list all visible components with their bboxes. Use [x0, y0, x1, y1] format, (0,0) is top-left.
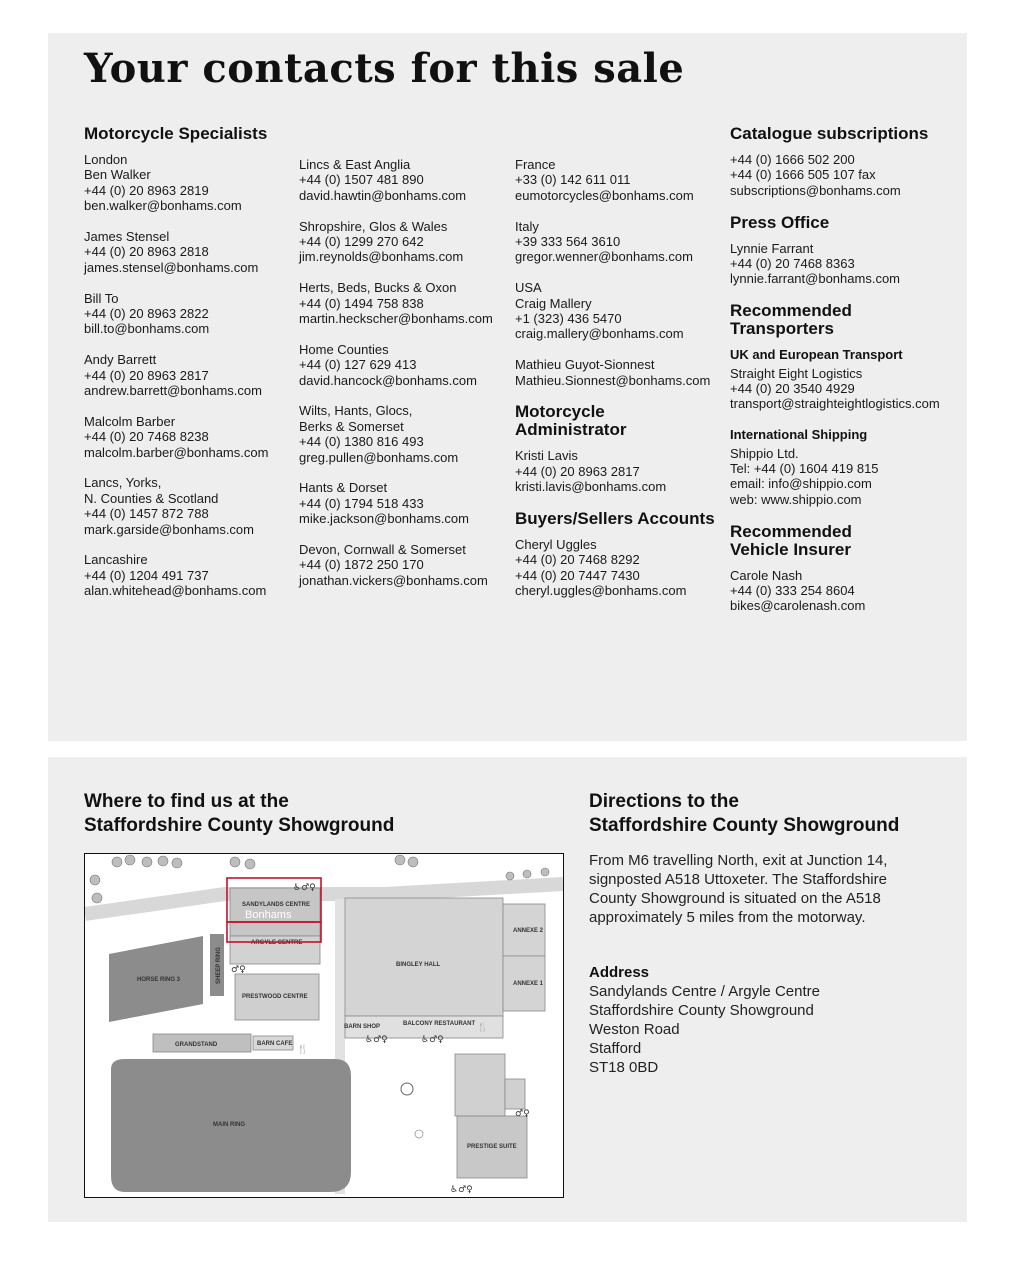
accessible-toilet-icon: ♿♂♀ — [365, 1035, 388, 1045]
catalogue-contact — [730, 152, 940, 198]
contact-line: Devon, Cornwall & Somerset — [299, 542, 466, 558]
insurer-heading-line-2: Vehicle Insurer — [730, 539, 851, 559]
map-heading — [84, 790, 394, 838]
contact-email[interactable]: james.stensel@bonhams.com — [84, 259, 259, 275]
contact-block — [515, 219, 725, 265]
transporters-heading-line-2: Transporters — [730, 319, 834, 339]
contacts-panel — [48, 33, 967, 741]
text-line: Weston Road — [589, 1021, 680, 1038]
transporters-heading — [730, 302, 940, 338]
specialists-heading: Motorcycle Specialists — [84, 124, 268, 143]
text-line: +44 (0) 20 8963 2817 — [515, 463, 640, 479]
services-column — [730, 125, 940, 629]
contact-block — [84, 152, 294, 214]
address-lines — [589, 982, 919, 1077]
contact-line: +1 (323) 436 5470 — [515, 311, 622, 327]
text-line: Shippio Ltd. — [730, 445, 799, 461]
contact-email[interactable]: martin.heckscher@bonhams.com — [299, 311, 493, 327]
contact-line: Craig Mallery — [515, 295, 592, 311]
contact-list — [84, 152, 294, 599]
contact-line: Malcolm Barber — [84, 413, 176, 429]
contact-line: +39 333 564 3610 — [515, 234, 621, 250]
contact-line: Wilts, Hants, Glocs, — [299, 403, 413, 419]
contact-line: +44 (0) 1494 758 838 — [299, 295, 424, 311]
address-label: Address — [589, 964, 650, 981]
contact-line: +44 (0) 1794 518 433 — [299, 495, 424, 511]
specialists-column-3 — [515, 157, 725, 614]
map-label-annexe-1: ANNEXE 1 — [513, 981, 544, 987]
contact-line: USA — [515, 280, 542, 296]
contact-line: Herts, Beds, Bucks & Oxon — [299, 280, 457, 296]
international-shipping-contact — [730, 446, 940, 508]
specialists-column-2 — [299, 157, 509, 604]
contact-email[interactable]: mike.jackson@bonhams.com — [299, 511, 469, 527]
text-line: signposted A518 Uttoxeter. The Staffordshire — [589, 871, 887, 888]
contact-line: James Stensel — [84, 229, 170, 245]
directions-text — [589, 851, 919, 927]
map-label-prestige: PRESTIGE SUITE — [467, 1144, 517, 1150]
contact-email[interactable]: jim.reynolds@bonhams.com — [299, 249, 464, 265]
contact-line: N. Counties & Scotland — [84, 490, 219, 506]
contact-block — [515, 157, 725, 203]
text-line: From M6 travelling North, exit at Junction 14, — [589, 852, 888, 869]
directions-heading-line-1: Directions to the — [589, 791, 739, 812]
location-panel — [48, 757, 967, 1222]
contact-block — [84, 229, 294, 275]
text-line: +44 (0) 333 254 8604 — [730, 583, 855, 599]
contact-email[interactable]: gregor.wenner@bonhams.com — [515, 249, 693, 265]
map-label-barn-cafe: BARN CAFE — [257, 1041, 293, 1047]
contact-line: Lancashire — [84, 552, 148, 568]
text-line: +44 (0) 20 7447 7430 — [515, 567, 640, 583]
contact-line: Ben Walker — [84, 167, 151, 183]
press-heading: Press Office — [730, 212, 830, 232]
text-line: ST18 0BD — [589, 1059, 659, 1076]
text-line: cheryl.uggles@bonhams.com — [515, 583, 687, 599]
toilets-icon: ♿♂♀ — [293, 883, 316, 893]
contact-email[interactable]: ben.walker@bonhams.com — [84, 198, 242, 214]
restaurant-icon: 🍴 — [477, 1023, 489, 1033]
text-line: web: www.shippio.com — [730, 491, 862, 507]
directions-heading-line-2: Staffordshire County Showground — [589, 815, 900, 836]
text-line: Straight Eight Logistics — [730, 365, 863, 381]
insurer-heading-line-1: Recommended — [730, 521, 852, 541]
showground-map-drawing — [85, 854, 563, 1197]
showground-map — [84, 853, 564, 1198]
contact-email[interactable]: david.hancock@bonhams.com — [299, 372, 477, 388]
contact-line: Mathieu Guyot-Sionnest — [515, 357, 655, 373]
toilets-icon: ♂♀ — [515, 1109, 530, 1119]
contact-line: +44 (0) 127 629 413 — [299, 357, 417, 373]
contact-line: +44 (0) 20 8963 2819 — [84, 182, 209, 198]
administrator-heading-line-2: Administrator — [515, 420, 627, 440]
text-line: Carole Nash — [730, 567, 803, 583]
text-line: Lynnie Farrant — [730, 240, 814, 256]
contact-block — [84, 552, 294, 598]
contact-email[interactable]: greg.pullen@bonhams.com — [299, 449, 459, 465]
uk-transport-contact — [730, 366, 940, 412]
text-line: +44 (0) 20 7468 8292 — [515, 552, 640, 568]
text-line: transport@straighteightlogistics.com — [730, 396, 940, 412]
contact-line: +44 (0) 20 7468 8238 — [84, 429, 209, 445]
contact-email[interactable]: jonathan.vickers@bonhams.com — [299, 572, 488, 588]
text-line: +44 (0) 1666 502 200 — [730, 152, 855, 167]
text-line: bikes@carolenash.com — [730, 598, 866, 614]
contact-line: +44 (0) 1380 816 493 — [299, 434, 424, 450]
contact-block — [515, 357, 725, 388]
contact-email[interactable]: alan.whitehead@bonhams.com — [84, 583, 267, 599]
text-line: +44 (0) 20 7468 8363 — [730, 256, 855, 272]
contact-email[interactable]: eumotorcycles@bonhams.com — [515, 187, 694, 203]
map-label-main-ring: MAIN RING — [213, 1122, 245, 1128]
contact-line: +44 (0) 20 8963 2818 — [84, 244, 209, 260]
contact-email[interactable]: bill.to@bonhams.com — [84, 321, 210, 337]
contact-line: +44 (0) 1204 491 737 — [84, 567, 209, 583]
map-label-bonhams: Bonhams — [245, 909, 292, 921]
accessible-toilet-icon: ♿♂♀ — [450, 1185, 473, 1195]
text-line: Staffordshire County Showground — [589, 1002, 814, 1019]
contact-line: Andy Barrett — [84, 352, 157, 368]
map-heading-line-2: Staffordshire County Showground — [84, 815, 395, 836]
transporters-heading-line-1: Recommended — [730, 301, 852, 321]
specialists-column-1 — [84, 125, 294, 614]
text-line: approximately 5 miles from the motorway. — [589, 909, 866, 926]
administrator-heading-line-1: Motorcycle — [515, 402, 605, 422]
contact-block — [299, 342, 509, 388]
contact-list — [515, 157, 725, 388]
contact-email[interactable]: mark.garside@bonhams.com — [84, 521, 254, 537]
contact-block — [299, 219, 509, 265]
catalogue-heading: Catalogue subscriptions — [730, 124, 929, 143]
text-line: Kristi Lavis — [515, 448, 578, 464]
accounts-contact — [515, 537, 725, 599]
accessible-toilet-icon: ♿♂♀ — [421, 1035, 444, 1045]
contact-email[interactable]: malcolm.barber@bonhams.com — [84, 444, 269, 460]
map-label-annexe-2: ANNEXE 2 — [513, 928, 544, 934]
text-line: subscriptions@bonhams.com — [730, 182, 901, 198]
text-line: kristi.lavis@bonhams.com — [515, 479, 667, 495]
map-label-sandylands: SANDYLANDS CENTRE — [242, 902, 311, 908]
contact-line: +44 (0) 1507 481 890 — [299, 172, 424, 188]
map-label-argyle: ARGYLE CENTRE — [251, 940, 303, 946]
contact-line: Hants & Dorset — [299, 480, 388, 496]
text-line: Cheryl Uggles — [515, 537, 597, 553]
contact-line: +44 (0) 1457 872 788 — [84, 506, 209, 522]
contact-block — [299, 403, 509, 465]
contact-block — [299, 480, 509, 526]
press-contact — [730, 241, 940, 287]
contact-line: London — [84, 152, 128, 167]
insurer-contact — [730, 568, 940, 614]
contact-block — [84, 475, 294, 537]
contact-block — [299, 542, 509, 588]
toilets-icon: ♂♀ — [231, 965, 246, 975]
administrator-contact — [515, 448, 725, 494]
contact-line: +44 (0) 1299 270 642 — [299, 234, 424, 250]
map-label-barn-shop: BARN SHOP — [344, 1024, 381, 1030]
map-label-bingley: BINGLEY HALL — [396, 962, 441, 968]
contact-line: +44 (0) 1872 250 170 — [299, 557, 424, 573]
map-label-balcony: BALCONY RESTAURANT — [403, 1021, 476, 1027]
contact-list — [299, 157, 509, 588]
contact-line: Italy — [515, 218, 539, 234]
contact-block — [84, 414, 294, 460]
contact-email[interactable]: andrew.barrett@bonhams.com — [84, 383, 262, 399]
text-line: +44 (0) 20 3540 4929 — [730, 381, 855, 397]
contact-line: +44 (0) 20 8963 2817 — [84, 367, 209, 383]
accounts-heading: Buyers/Sellers Accounts — [515, 509, 715, 529]
contact-line: +44 (0) 20 8963 2822 — [84, 306, 209, 322]
insurer-heading — [730, 523, 940, 559]
text-line: lynnie.farrant@bonhams.com — [730, 271, 900, 287]
map-label-grandstand: GRANDSTAND — [175, 1042, 218, 1048]
map-label-sheep-ring: SHEEP RING — [216, 947, 222, 984]
contact-email[interactable]: Mathieu.Sionnest@bonhams.com — [515, 372, 711, 388]
map-label-horse-ring: HORSE RING 3 — [137, 977, 181, 983]
address-block — [589, 963, 919, 1077]
contact-block — [84, 291, 294, 337]
page-title: Your contacts for this sale — [84, 45, 685, 92]
international-shipping-heading: International Shipping — [730, 427, 868, 443]
contact-block — [84, 352, 294, 398]
contact-line: +33 (0) 142 611 011 — [515, 172, 631, 188]
contact-line: Lincs & East Anglia — [299, 157, 411, 172]
contact-block — [515, 280, 725, 342]
text-line: Stafford — [589, 1040, 642, 1057]
text-line: Sandylands Centre / Argyle Centre — [589, 983, 820, 1000]
map-label-prestwood: PRESTWOOD CENTRE — [242, 994, 308, 1000]
contact-email[interactable]: david.hawtin@bonhams.com — [299, 187, 467, 203]
contact-line: Bill To — [84, 290, 119, 306]
contact-block — [299, 157, 509, 203]
administrator-heading — [515, 403, 725, 439]
text-line: +44 (0) 1666 505 107 fax — [730, 167, 876, 183]
map-heading-line-1: Where to find us at the — [84, 791, 289, 812]
contact-line: France — [515, 157, 556, 172]
uk-transport-heading: UK and European Transport — [730, 347, 903, 363]
directions-heading — [589, 790, 899, 838]
contact-line: Berks & Somerset — [299, 418, 404, 434]
text-line: County Showground is situated on the A518 — [589, 890, 881, 907]
contact-line: Lancs, Yorks, — [84, 475, 162, 491]
contact-email[interactable]: craig.mallery@bonhams.com — [515, 326, 684, 342]
contact-line: Home Counties — [299, 341, 389, 357]
contact-line: Shropshire, Glos & Wales — [299, 218, 448, 234]
restaurant-icon: 🍴 — [297, 1045, 309, 1055]
contact-block — [299, 280, 509, 326]
text-line: Tel: +44 (0) 1604 419 815 — [730, 461, 879, 477]
text-line: email: info@shippio.com — [730, 476, 872, 492]
